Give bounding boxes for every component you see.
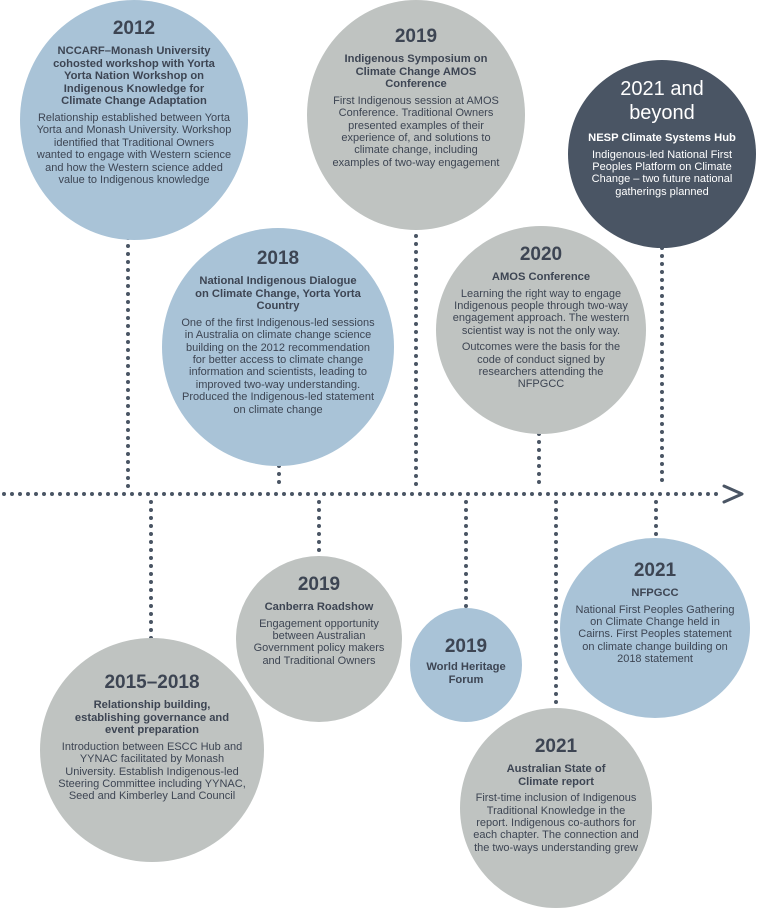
event-description: First-time inclusion of Indigenous Traditional Knowledge in the report. Indigenous co-authors for each chapter. The connection and the two-ways understanding grew <box>473 792 639 854</box>
event-2012 <box>20 0 248 240</box>
event-description: Introduction between ESCC Hub and YYNAC facilitated by Monash University. Establish Indigenous-led Steering Committee including YYNAC, Seed and Kimberley Land Council <box>58 740 246 803</box>
event-title: NESP Climate Systems Hub <box>588 132 736 144</box>
event-description: One of the first Indigenous-led sessions in Australia on climate change science building on the 2012 recommendation for better access to climate change information and scientists, leading to improved two-way understanding. Produced the Indigenous-led statement on climate change <box>181 316 375 416</box>
event-2019-canberra-roadshow <box>236 556 402 722</box>
event-title: Australian State of Climate report <box>506 763 606 788</box>
event-2021-and-beyond <box>568 60 756 248</box>
event-description: Engagement opportunity between Australian Government policy makers and Traditional Owners <box>253 617 385 667</box>
event-2019-amos-symposium <box>307 0 525 230</box>
event-description: Relationship established between Yorta Yorta and Monash University. Workshop identified that Traditional Owners wanted to engage with Western science and how the Western science added value to Indigenous knowledge <box>36 111 232 186</box>
event-2021-nfpgcc <box>560 538 750 718</box>
event-year: 2018 <box>256 248 300 269</box>
event-title: World Heritage Forum <box>426 661 506 686</box>
event-description-outcomes: Outcomes were the basis for the code of conduct signed by researchers attending the NFPGCC <box>461 341 621 391</box>
event-2020 <box>436 226 646 434</box>
event-description: National First Peoples Gathering on Climate Change held in Cairns. First Peoples statement on climate change building on 2018 statement <box>575 603 735 666</box>
event-title: AMOS Conference <box>491 271 591 283</box>
event-2015-2018 <box>40 638 264 862</box>
event-title: Relationship building, establishing governance and event preparation <box>74 699 230 737</box>
event-year: 2019 <box>297 574 341 595</box>
event-year: 2021 <box>633 560 677 581</box>
event-year: 2021 <box>534 736 578 757</box>
event-2018 <box>162 228 394 466</box>
event-year: 2020 <box>519 244 563 265</box>
event-title: NCCARF–Monash University cohosted workshop with Yorta Yorta Nation Workshop on Indigenous Knowledge for Climate Change Adaptation <box>53 45 215 108</box>
event-2021-state-of-climate <box>460 708 652 908</box>
event-title: Indigenous Symposium on Climate Change AMOS Conference <box>344 53 488 91</box>
event-description: Indigenous-led National First Peoples Platform on Climate Change – two future national gatherings planned <box>591 148 733 198</box>
event-year: 2019 <box>394 26 438 47</box>
event-year: 2021 and beyond <box>620 78 704 124</box>
event-year: 2012 <box>112 18 156 39</box>
event-description: Learning the right way to engage Indigenous people through two-way engagement approach. The western scientist way is not the only way. <box>452 287 630 337</box>
timeline-arrowhead <box>724 486 742 502</box>
event-year: 2015–2018 <box>104 672 200 693</box>
event-year: 2019 <box>444 636 488 657</box>
event-description: First Indigenous session at AMOS Conference. Traditional Owners presented examples of their experience of, and solutions to climate change, including examples of two-way engagement <box>332 94 500 169</box>
event-title: National Indigenous Dialogue on Climate Change, Yorta Yorta Country <box>195 275 361 313</box>
event-title: NFPGCC <box>631 587 679 599</box>
event-title: Canberra Roadshow <box>264 601 374 613</box>
event-2019-world-heritage-forum <box>410 608 522 722</box>
